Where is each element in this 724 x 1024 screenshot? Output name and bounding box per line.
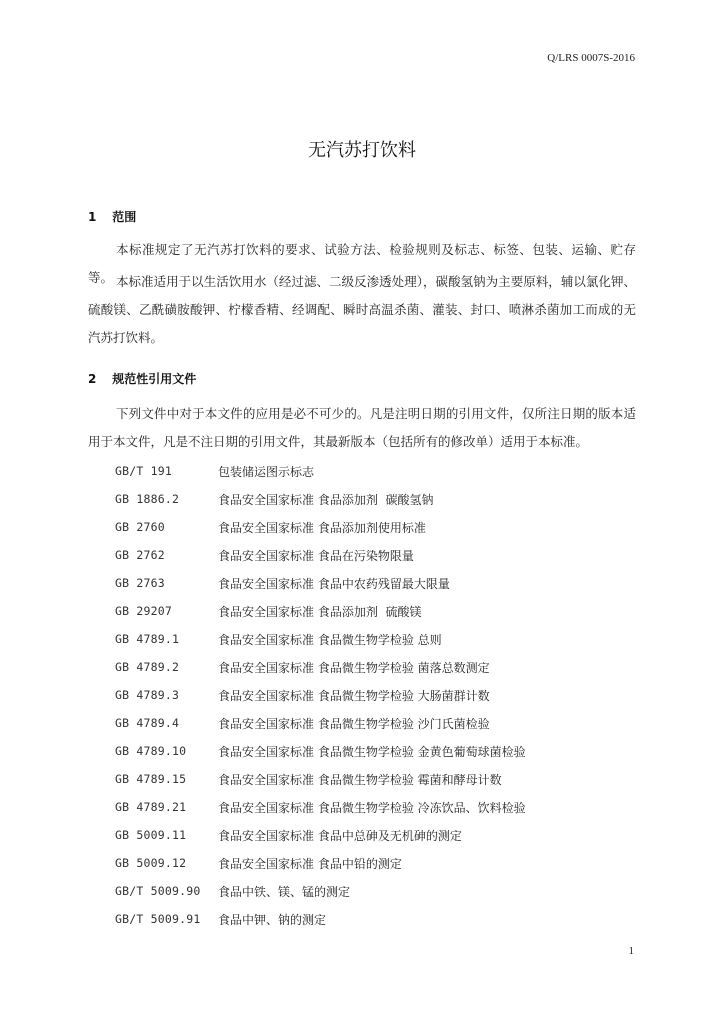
reference-title: 食品安全国家标准 食品微生物学检验 总则 [218, 633, 442, 647]
reference-title: 食品安全国家标准 食品微生物学检验 金黄色葡萄球菌检验 [218, 745, 526, 759]
reference-code: GB 4789.4 [115, 716, 180, 730]
reference-title: 食品中钾、钠的测定 [218, 913, 327, 927]
reference-row [0, 878, 724, 906]
reference-title: 食品安全国家标准 食品中总砷及无机砷的测定 [218, 829, 462, 843]
reference-row [0, 486, 724, 514]
reference-code: GB 2762 [115, 548, 165, 562]
reference-title: 食品安全国家标准 食品微生物学检验 大肠菌群计数 [218, 689, 490, 703]
section-heading-normative-references [88, 370, 196, 387]
reference-code: GB 29207 [115, 604, 172, 618]
section-title: 范围 [112, 210, 137, 224]
page-number: 1 [628, 945, 634, 957]
reference-row [0, 570, 724, 598]
reference-code: GB 4789.1 [115, 632, 180, 646]
reference-code: GB/T 5009.90 [115, 884, 201, 898]
reference-title: 食品中铁、镁、锰的测定 [218, 885, 351, 899]
reference-title: 食品安全国家标准 食品在污染物限量 [218, 549, 414, 563]
reference-title: 食品安全国家标准 食品微生物学检验 霉菌和酵母计数 [218, 773, 502, 787]
references-intro-paragraph: 下列文件中对于本文件的应用是必不可少的。凡是注明日期的引用文件，仅所注日期的版本适用于本文件，凡是不注日期的引用文件，其最新版本（包括所有的修改单）适用于本标准。 [88, 406, 636, 449]
reference-row [0, 766, 724, 794]
scope-paragraph-2: 本标准适用于以生活饮用水（经过滤、二级反渗透处理），碳酸氢钠为主要原料，辅以氯化钾、硫酸镁、乙酰磺胺酸钾、柠檬香精、经调配、瞬时高温杀菌、灌装、封口、喷淋杀菌加工而成的无汽苏打饮料。 [88, 274, 636, 345]
reference-row [0, 822, 724, 850]
reference-title: 食品安全国家标准 食品添加剂使用标准 [218, 521, 426, 535]
reference-code: GB/T 5009.91 [115, 912, 201, 926]
reference-row [0, 850, 724, 878]
section-title: 规范性引用文件 [112, 372, 197, 386]
section-number: 2 [88, 372, 97, 386]
reference-row [0, 794, 724, 822]
reference-title: 食品安全国家标准 食品中铅的测定 [218, 857, 402, 871]
reference-code: GB 4789.21 [115, 800, 187, 814]
reference-title: 包装储运图示标志 [218, 465, 315, 479]
reference-row [0, 710, 724, 738]
reference-code: GB 4789.10 [115, 744, 187, 758]
reference-row [0, 682, 724, 710]
reference-row [0, 514, 724, 542]
reference-row [0, 906, 724, 934]
reference-code: GB 4789.2 [115, 660, 180, 674]
reference-row [0, 738, 724, 766]
scope-paragraph-1: 本标准规定了无汽苏打饮料的要求、试验方法、检验规则及标志、标签、包装、运输、贮存等。 [88, 242, 636, 285]
reference-code: GB/T 191 [115, 464, 172, 478]
reference-title: 食品安全国家标准 食品添加剂 硫酸镁 [218, 605, 422, 619]
reference-title: 食品安全国家标准 食品添加剂 碳酸氢钠 [218, 493, 434, 507]
reference-title: 食品安全国家标准 食品微生物学检验 冷冻饮品、饮料检验 [218, 801, 526, 815]
reference-code: GB 5009.11 [115, 828, 187, 842]
reference-row [0, 626, 724, 654]
reference-row [0, 458, 724, 486]
section-heading-scope [88, 208, 136, 225]
reference-title: 食品安全国家标准 食品微生物学检验 沙门氏菌检验 [218, 717, 490, 731]
reference-code: GB 2760 [115, 520, 165, 534]
reference-code: GB 4789.15 [115, 772, 187, 786]
reference-row [0, 598, 724, 626]
reference-title: 食品安全国家标准 食品中农药残留最大限量 [218, 577, 450, 591]
reference-row [0, 654, 724, 682]
reference-code: GB 2763 [115, 576, 165, 590]
reference-code: GB 4789.3 [115, 688, 180, 702]
reference-row [0, 542, 724, 570]
reference-code: GB 5009.12 [115, 856, 187, 870]
document-code: Q/LRS 0007S-2016 [547, 52, 635, 64]
reference-code: GB 1886.2 [115, 492, 180, 506]
reference-title: 食品安全国家标准 食品微生物学检验 菌落总数测定 [218, 661, 490, 675]
page-title: 无汽苏打饮料 [308, 140, 416, 161]
section-number: 1 [88, 210, 97, 224]
